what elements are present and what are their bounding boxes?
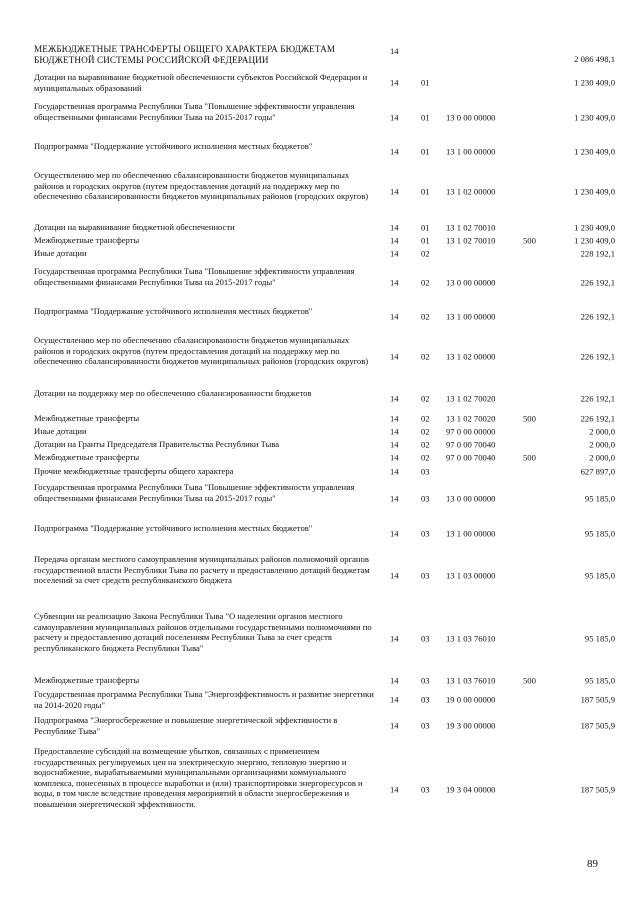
row-name: Иные дотации bbox=[34, 248, 87, 258]
row-target-article-code: 13 0 00 00000 bbox=[446, 112, 496, 123]
row-section-code: 14 bbox=[390, 694, 399, 705]
row-name: МЕЖБЮДЖЕТНЫЕ ТРАНСФЕРТЫ ОБЩЕГО ХАРАКТЕРА БЮДЖЕТАМ БЮДЖЕТНОЙ СИСТЕМЫ РОССИЙСКОЙ ФЕДЕРАЦИИ bbox=[34, 44, 336, 65]
row-target-article-code: 13 1 03 76010 bbox=[446, 675, 496, 686]
table-row bbox=[0, 426, 640, 437]
table-row bbox=[0, 611, 640, 666]
row-section-code: 14 bbox=[390, 784, 399, 795]
row-name: Дотации на выравнивание бюджетной обеспеченности bbox=[34, 222, 235, 232]
row-section-code: 14 bbox=[390, 311, 399, 322]
row-name: Межбюджетные трансферты bbox=[34, 675, 140, 685]
row-section-code: 14 bbox=[390, 439, 399, 450]
row-amount: 1 230 409,0 bbox=[574, 235, 615, 246]
table-row bbox=[0, 101, 640, 134]
row-section-code: 14 bbox=[390, 112, 399, 123]
row-target-article-code: 13 0 00 00000 bbox=[446, 277, 496, 288]
row-target-article-code: 19 3 04 00000 bbox=[446, 784, 496, 795]
row-target-article-code: 13 1 00 00000 bbox=[446, 311, 496, 322]
row-section-code: 14 bbox=[390, 493, 399, 504]
row-target-article-code: 19 0 00 00000 bbox=[446, 694, 496, 705]
row-subsection-code: 01 bbox=[421, 235, 430, 246]
row-target-article-code: 97 0 00 00000 bbox=[446, 426, 496, 437]
row-target-article-code: 13 1 02 70020 bbox=[446, 393, 496, 404]
row-target-article-code: 13 1 02 70010 bbox=[446, 222, 496, 233]
table-row bbox=[0, 466, 640, 477]
table-row bbox=[0, 523, 640, 545]
table-row bbox=[0, 141, 640, 163]
row-subsection-code: 01 bbox=[421, 186, 430, 197]
row-subsection-code: 03 bbox=[421, 528, 430, 539]
table-row bbox=[0, 248, 640, 259]
row-section-code: 14 bbox=[390, 77, 399, 88]
row-target-article-code: 97 0 00 70040 bbox=[446, 439, 496, 450]
row-subsection-code: 03 bbox=[421, 694, 430, 705]
row-target-article-code: 13 1 00 00000 bbox=[446, 528, 496, 539]
row-amount: 228 192,1 bbox=[580, 248, 615, 259]
table-row bbox=[0, 44, 640, 66]
row-section-code: 14 bbox=[390, 528, 399, 539]
row-name: Субвенции на реализацию Закона Республики Тыва "О наделении органов местного самоуправления муниципальных районов отдельными государственными полномочиями по расчету и предоставлению дотаций поселениям Республики Тыва за счет средств республиканского бюджета Республики Тыва" bbox=[34, 611, 372, 653]
table-row bbox=[0, 306, 640, 328]
row-section-code: 14 bbox=[390, 351, 399, 362]
row-subsection-code: 02 bbox=[421, 311, 430, 322]
row-subsection-code: 03 bbox=[421, 633, 430, 644]
row-subsection-code: 02 bbox=[421, 351, 430, 362]
row-expense-type-code: 500 bbox=[523, 675, 536, 686]
row-subsection-code: 01 bbox=[421, 77, 430, 88]
row-target-article-code: 13 1 02 00000 bbox=[446, 351, 496, 362]
row-amount: 187 505,9 bbox=[580, 784, 615, 795]
row-amount: 2 000,0 bbox=[589, 452, 615, 463]
row-name: Дотации на Гранты Председателя Правительства Республики Тыва bbox=[34, 439, 280, 449]
row-name: Подпрограмма "Поддержание устойчивого исполнения местных бюджетов" bbox=[34, 306, 313, 316]
row-subsection-code: 03 bbox=[421, 675, 430, 686]
row-name: Дотации на выравнивание бюджетной обеспеченности субъектов Российской Федерации и муниципальных образований bbox=[34, 72, 368, 93]
row-name: Подпрограмма "Поддержание устойчивого исполнения местных бюджетов" bbox=[34, 523, 313, 533]
row-section-code: 14 bbox=[390, 248, 399, 259]
row-amount: 2 000,0 bbox=[589, 426, 615, 437]
table-row bbox=[0, 675, 640, 686]
row-amount: 95 185,0 bbox=[584, 633, 615, 644]
table-row bbox=[0, 482, 640, 515]
row-section-code: 14 bbox=[390, 277, 399, 288]
row-section-code: 14 bbox=[390, 633, 399, 644]
row-subsection-code: 01 bbox=[421, 146, 430, 157]
row-expense-type-code: 500 bbox=[523, 413, 536, 424]
row-name: Осуществлению мер по обеспечению сбалансированности бюджетов муниципальных районов и городских округов (путем предоставления дотаций на поддержку мер по обеспечению сбалансированности бюджетов муниципальных районов (городских округов) bbox=[34, 335, 369, 367]
row-amount: 2 086 498,1 bbox=[574, 54, 615, 64]
row-target-article-code: 13 1 02 70010 bbox=[446, 235, 496, 246]
row-amount: 95 185,0 bbox=[584, 493, 615, 504]
row-name: Государственная программа Республики Тыва "Повышение эффективности управления общественными финансами Республики Тыва на 2015-2017 годы" bbox=[34, 266, 355, 287]
row-target-article-code: 13 1 00 00000 bbox=[446, 146, 496, 157]
row-name: Подпрограмма "Поддержание устойчивого исполнения местных бюджетов" bbox=[34, 141, 313, 151]
row-name: Межбюджетные трансферты bbox=[34, 235, 140, 245]
row-target-article-code: 13 1 03 00000 bbox=[446, 570, 496, 581]
row-target-article-code: 13 1 02 00000 bbox=[446, 186, 496, 197]
row-subsection-code: 02 bbox=[421, 426, 430, 437]
row-name: Государственная программа Республики Тыва "Повышение эффективности управления общественными финансами Республики Тыва на 2015-2017 годы" bbox=[34, 101, 355, 122]
table-row bbox=[0, 715, 640, 737]
row-name: Государственная программа Республики Тыва "Повышение эффективности управления общественными финансами Республики Тыва на 2015-2017 годы" bbox=[34, 482, 355, 503]
row-section-code: 14 bbox=[390, 235, 399, 246]
row-section-code: 14 bbox=[390, 46, 399, 56]
row-section-code: 14 bbox=[390, 186, 399, 197]
row-subsection-code: 01 bbox=[421, 112, 430, 123]
row-amount: 95 185,0 bbox=[584, 570, 615, 581]
row-amount: 226 192,1 bbox=[580, 393, 615, 404]
row-section-code: 14 bbox=[390, 466, 399, 477]
row-section-code: 14 bbox=[390, 570, 399, 581]
row-name: Межбюджетные трансферты bbox=[34, 452, 140, 462]
row-section-code: 14 bbox=[390, 222, 399, 233]
row-name: Подпрограмма "Энергосбережение и повышение энергетической эффективности в Республике Тыва" bbox=[34, 715, 338, 736]
row-subsection-code: 03 bbox=[421, 570, 430, 581]
row-name: Дотации на поддержку мер по обеспечению сбалансированности бюджетов bbox=[34, 388, 312, 398]
table-row bbox=[0, 689, 640, 711]
row-amount: 187 505,9 bbox=[580, 720, 615, 731]
row-subsection-code: 02 bbox=[421, 439, 430, 450]
row-amount: 187 505,9 bbox=[580, 694, 615, 705]
row-amount: 226 192,1 bbox=[580, 351, 615, 362]
row-subsection-code: 02 bbox=[421, 277, 430, 288]
row-name: Прочие межбюджетные трансферты общего характера bbox=[34, 466, 234, 476]
row-target-article-code: 97 0 00 70040 bbox=[446, 452, 496, 463]
row-subsection-code: 03 bbox=[421, 784, 430, 795]
table-row bbox=[0, 439, 640, 450]
row-name: Осуществлению мер по обеспечению сбалансированности бюджетов муниципальных районов и городских округов (путем предоставления дотаций на поддержку мер по обеспечению сбалансированности бюджетов муниципальных районов (городских округов) bbox=[34, 170, 369, 202]
row-amount: 2 000,0 bbox=[589, 439, 615, 450]
row-expense-type-code: 500 bbox=[523, 452, 536, 463]
row-subsection-code: 03 bbox=[421, 493, 430, 504]
row-target-article-code: 19 3 00 00000 bbox=[446, 720, 496, 731]
table-row bbox=[0, 746, 640, 834]
row-subsection-code: 03 bbox=[421, 466, 430, 477]
row-section-code: 14 bbox=[390, 413, 399, 424]
row-amount: 627 897,0 bbox=[580, 466, 615, 477]
row-name: Предоставление субсидий на возмещение убытков, связанных с применением государственных регулируемых цен на электрическую энергию, тепловую энергию и водоснабжение, вырабатываемыми муниципальными организациями коммунального комплекса, понесенных в процессе выработки и (или) транспортировки энергоресурсов и воды, в том числе вследствие проведения мероприятий в области энергосбережения и повышения энергетической эффективности. bbox=[34, 746, 363, 809]
row-name: Иные дотации bbox=[34, 426, 87, 436]
row-subsection-code: 03 bbox=[421, 720, 430, 731]
row-target-article-code: 13 0 00 00000 bbox=[446, 493, 496, 504]
table-row bbox=[0, 170, 640, 214]
row-amount: 95 185,0 bbox=[584, 675, 615, 686]
table-row bbox=[0, 235, 640, 246]
table-row bbox=[0, 222, 640, 233]
row-subsection-code: 01 bbox=[421, 222, 430, 233]
table-row bbox=[0, 388, 640, 410]
row-section-code: 14 bbox=[390, 452, 399, 463]
row-target-article-code: 13 1 03 76010 bbox=[446, 633, 496, 644]
row-name: Межбюджетные трансферты bbox=[34, 413, 140, 423]
row-amount: 226 192,1 bbox=[580, 311, 615, 322]
row-subsection-code: 02 bbox=[421, 393, 430, 404]
row-section-code: 14 bbox=[390, 675, 399, 686]
row-section-code: 14 bbox=[390, 393, 399, 404]
row-amount: 1 230 409,0 bbox=[574, 77, 615, 88]
row-amount: 226 192,1 bbox=[580, 413, 615, 424]
table-row bbox=[0, 554, 640, 598]
page-number: 89 bbox=[587, 858, 598, 870]
row-section-code: 14 bbox=[390, 720, 399, 731]
table-row bbox=[0, 72, 640, 94]
table-row bbox=[0, 452, 640, 463]
row-amount: 1 230 409,0 bbox=[574, 146, 615, 157]
row-section-code: 14 bbox=[390, 426, 399, 437]
row-subsection-code: 02 bbox=[421, 248, 430, 259]
row-amount: 95 185,0 bbox=[584, 528, 615, 539]
row-target-article-code: 13 1 02 70020 bbox=[446, 413, 496, 424]
row-expense-type-code: 500 bbox=[523, 235, 536, 246]
row-amount: 1 230 409,0 bbox=[574, 222, 615, 233]
row-section-code: 14 bbox=[390, 146, 399, 157]
row-amount: 226 192,1 bbox=[580, 277, 615, 288]
row-subsection-code: 02 bbox=[421, 452, 430, 463]
table-row bbox=[0, 266, 640, 299]
row-subsection-code: 02 bbox=[421, 413, 430, 424]
row-name: Государственная программа Республики Тыва "Энергоэффективность и развитие энергетики на 2014-2020 годы" bbox=[34, 689, 374, 710]
row-name: Передача органам местного самоуправления муниципальных районов полномочий органов государственной власти Республики Тыва по расчету и предоставлению дотаций бюджетам поселений за счет средств республиканского бюджета bbox=[34, 554, 370, 586]
row-amount: 1 230 409,0 bbox=[574, 112, 615, 123]
table-row bbox=[0, 413, 640, 424]
table-row bbox=[0, 335, 640, 379]
row-amount: 1 230 409,0 bbox=[574, 186, 615, 197]
